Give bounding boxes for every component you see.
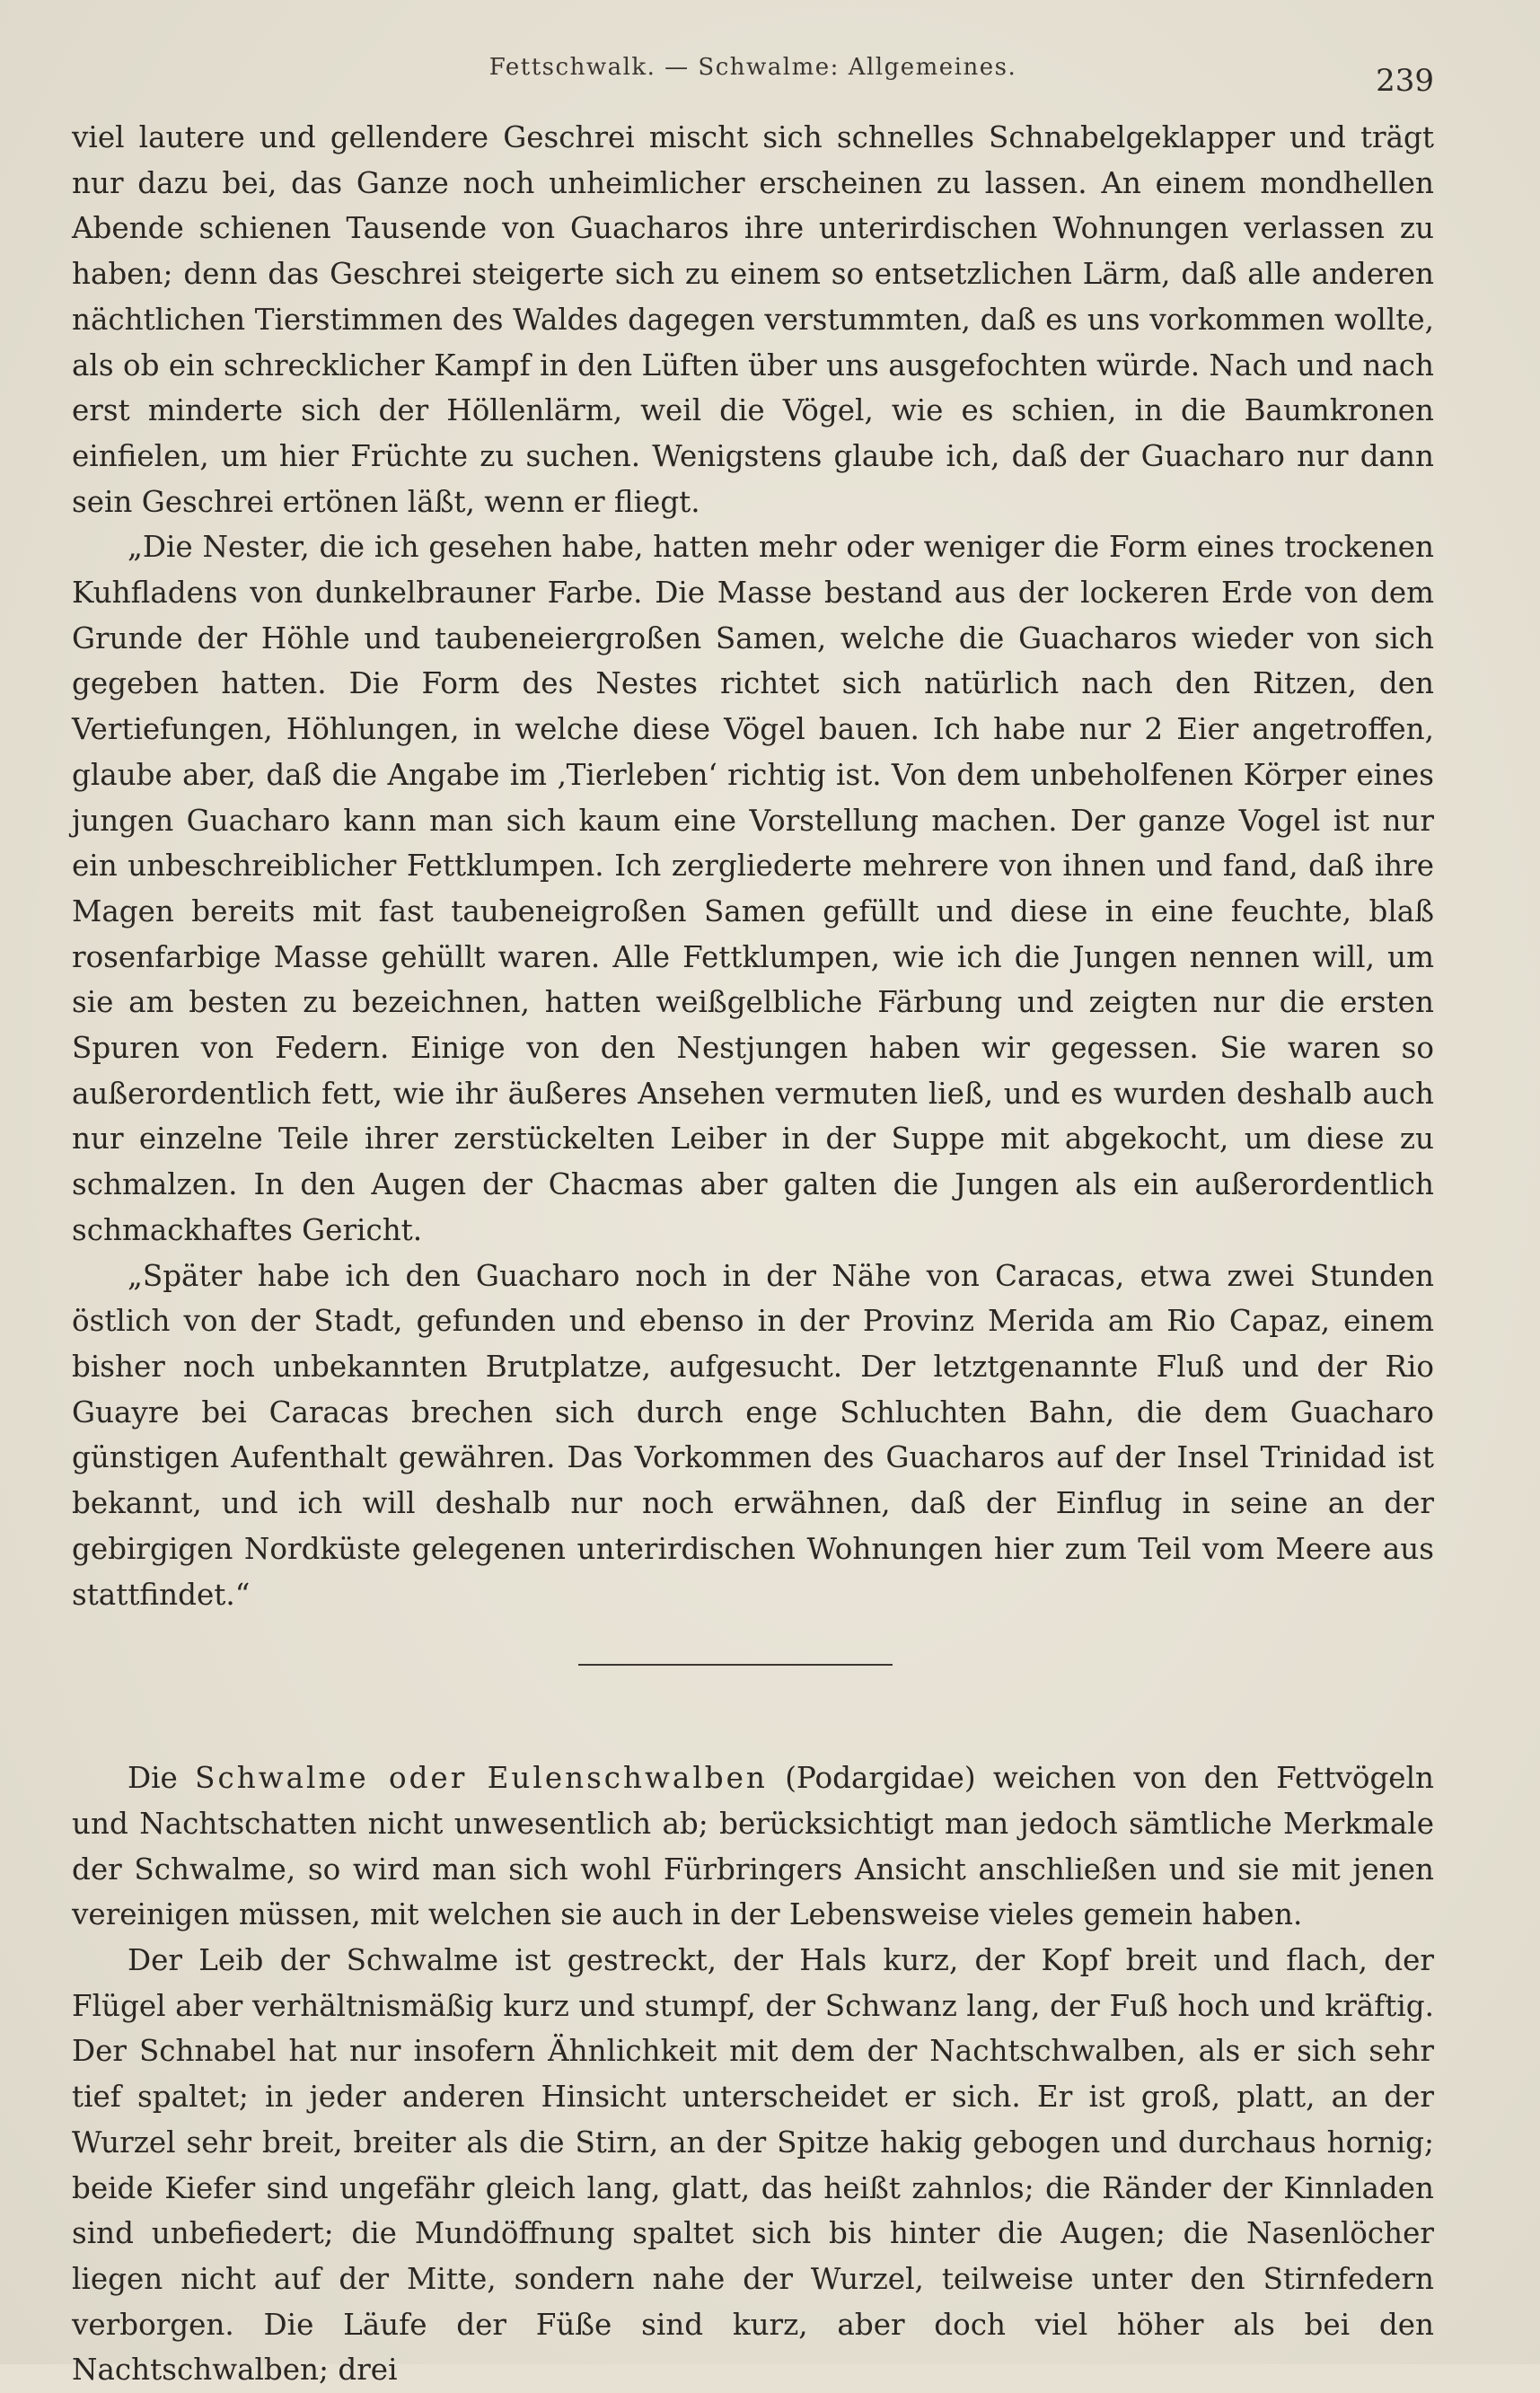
paragraph-guacharo-distribution: „Später habe ich den Guacharo noch in der Nähe von Caracas, etwa zwei Stunden östlich von der Stadt, gefunden und ebenso in der Provinz Merida am Rio Capaz, einem bisher noch unbekannten Brutplatze, aufgesucht. Der letztgenannte Fluß und der Rio Guayre bei Caracas brechen sich durch enge Schluchten Bahn, die dem Guacharo günstigen Aufenthalt gewähren. Das Vorkommen des Guacharos auf der Insel Trinidad ist bekannt, und ich will deshalb nur noch erwähnen, daß der Einflug in seine an der gebirgigen Nordküste gelegenen unterirdischen Wohnungen hier zum Teil vom Meere aus stattfindet.“ [72, 1258, 1434, 1612]
paragraph-guacharo-calls: viel lautere und gellendere Geschrei mischt sich schnelles Schnabelgeklapper und trägt nur dazu bei, das Ganze noch unheimlicher erscheinen zu lassen. An einem mondhellen Abende schienen Tausende von Guacharos ihre unterirdischen Wohnungen verlassen zu haben; denn das Geschrei steigerte sich zu einem so entsetzlichen Lärm, daß alle anderen nächtlichen Tierstimmen des Waldes dagegen verstummten, daß es uns vorkommen wollte, als ob ein schrecklicher Kampf in den Lüften über uns ausgefochten würde. Nach und nach erst minderte sich der Höllenlärm, weil die Vögel, wie es schien, in die Baumkronen einfielen, um hier Früchte zu suchen. Wenigstens glaube ich, daß der Guacharo nur dann sein Geschrei ertönen läßt, wenn er fliegt. [72, 120, 1434, 519]
running-head [72, 43, 1434, 115]
page-number: 239 [1376, 63, 1434, 99]
paragraph-podargidae-anatomy: Der Leib der Schwalme ist gestreckt, der Hals kurz, der Kopf breit und flach, der Flügel aber verhältnismäßig kurz und stumpf, der Schwanz lang, der Fuß hoch und kräftig. Der Schnabel hat nur insofern Ähnlichkeit mit dem der Nachtschwalben, als er sich sehr tief spaltet; in jeder anderen Hinsicht unterscheidet er sich. Er ist groß, platt, an der Wurzel sehr breit, breiter als die Stirn, an der Spitze hakig gebogen und durchaus hornig; beide Kiefer sind ungefähr gleich lang, glatt, das heißt zahnlos; die Ränder der Kinnladen sind unbefiedert; die Mundöffnung spaltet sich bis hinter die Augen; die Nasenlöcher liegen nicht auf der Mitte, sondern nahe der Wurzel, teilweise unter den Stirnfedern verborgen. Die Läufe der Füße sind kurz, aber doch viel höher als bei den Nachtschwalben; drei [72, 1943, 1434, 2388]
paragraph-podargidae-intro [72, 1755, 1434, 1938]
section-divider [578, 1664, 893, 1666]
body-text [72, 115, 1434, 2393]
intro-rest: weichen von den Fettvögeln und Nachtschatten nicht unwesentlich ab; berücksichtigt man jedoch sämtliche Merkmale der Schwalme, so wird man sich wohl Fürbringers Ansicht anschließen und sie mit jenen vereinigen müssen, mit welchen sie auch in der Lebensweise vieles gemein haben. [72, 1761, 1434, 1932]
podargidae-latin: (Podargidae) [767, 1761, 976, 1796]
running-title: Fettschwalk. — Schwalme: Allgemeines. [488, 54, 1017, 81]
intro-lead: Die [128, 1761, 196, 1796]
paragraph-guacharo-nests: „Die Nester, die ich gesehen habe, hatten mehr oder weniger die Form eines trockenen Kuhfladens von dunkelbrauner Farbe. Die Masse bestand aus der lockeren Erde von dem Grunde der Höhle und taubeneiergroßen Samen, welche die Guacharos wieder von sich gegeben hatten. Die Form des Nestes richtet sich natürlich nach den Ritzen, den Vertiefungen, Höhlungen, in welche diese Vögel bauen. Ich habe nur 2 Eier angetroffen, glaube aber, daß die Angabe im ‚Tierleben‘ richtig ist. Von dem unbeholfenen Körper eines jungen Guacharo kann man sich kaum eine Vorstellung machen. Der ganze Vogel ist nur ein unbeschreiblicher Fettklumpen. Ich zergliederte mehrere von ihnen und fand, daß ihre Magen bereits mit fast taubeneigroßen Samen gefüllt und diese in eine feuchte, blaß rosenfarbige Masse gehüllt waren. Alle Fettklumpen, wie ich die Jungen nennen will, um sie am besten zu bezeichnen, hatten weißgelbliche Färbung und zeigten nur die ersten Spuren von Federn. Einige von den Nestjungen haben wir gegessen. Sie waren so außerordentlich fett, wie ihr äußeres Ansehen vermuten ließ, und es wurden deshalb auch nur einzelne Teile ihrer zerstückelten Leiber in der Suppe mit abgekocht, um diese zu schmalzen. In den Augen der Chacmas aber galten die Jungen als ein außerordentlich schmackhaftes Gericht. [72, 530, 1434, 1247]
podargidae-term: Schwalme oder Eulenschwalben [195, 1761, 768, 1796]
